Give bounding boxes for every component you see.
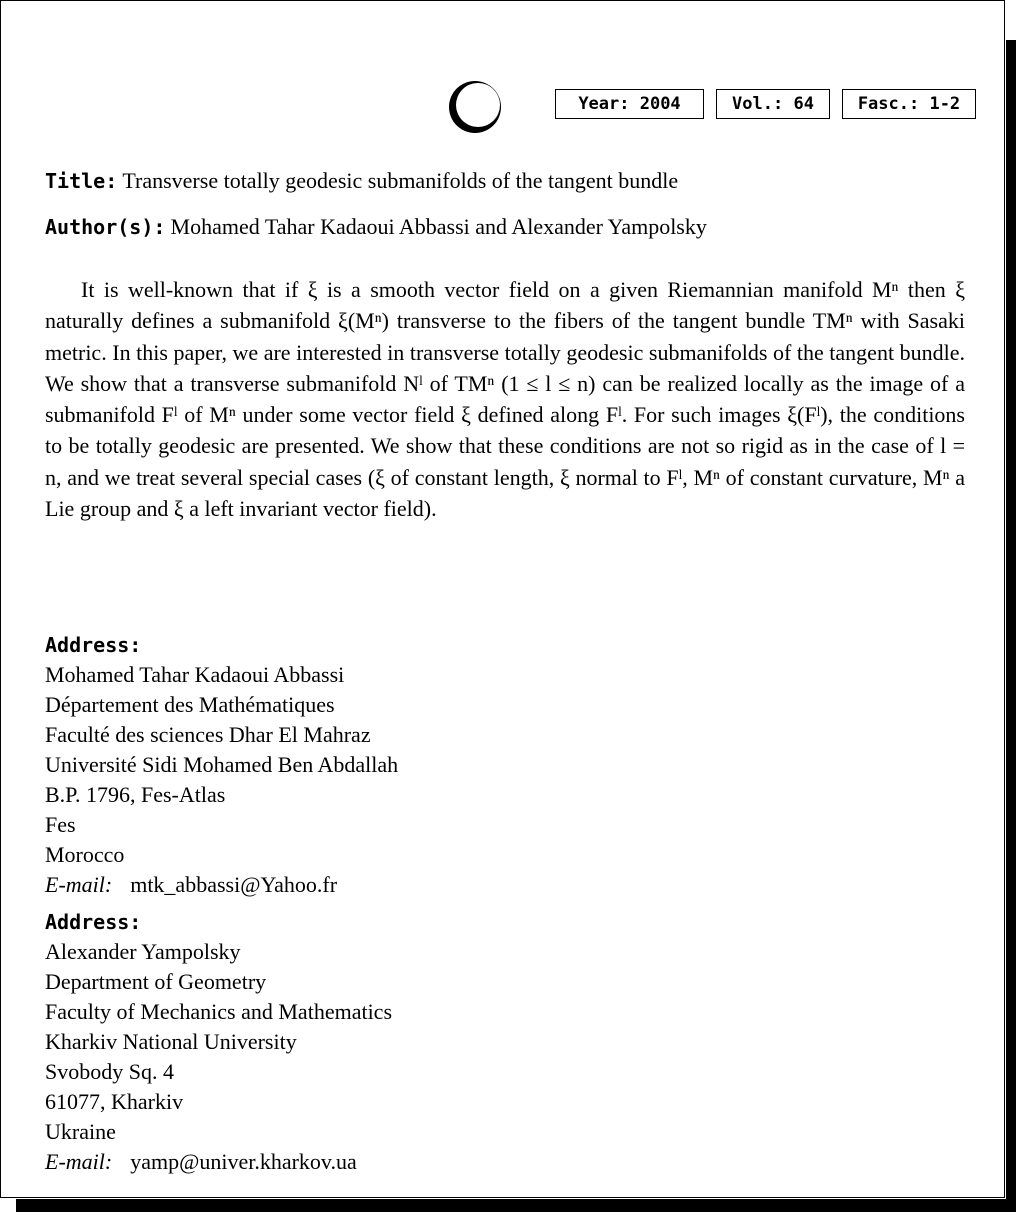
email-label: E-mail: [45, 872, 113, 897]
address-line: Department of Geometry [45, 969, 267, 994]
address-line: Mohamed Tahar Kadaoui Abbassi [45, 662, 345, 687]
email-line [45, 870, 645, 900]
address-line: Kharkiv National University [45, 1029, 297, 1054]
address-label: Address: [45, 910, 142, 934]
address-line: Fes [45, 812, 76, 837]
address-line: Université Sidi Mohamed Ben Abdallah [45, 752, 399, 777]
address-line: Svobody Sq. 4 [45, 1059, 174, 1084]
year-box: Year: 2004 [555, 89, 704, 119]
authors-value: Mohamed Tahar Kadaoui Abbassi and Alexander Yampolsky [170, 214, 707, 239]
title-value: Transverse totally geodesic submanifolds of the tangent bundle [122, 168, 679, 193]
email-address[interactable]: yamp@univer.kharkov.ua [130, 1149, 357, 1174]
volume-box: Vol.: 64 [716, 89, 830, 119]
title-label: Title: [45, 169, 118, 193]
address-line: Alexander Yampolsky [45, 939, 241, 964]
email-line [45, 1147, 645, 1177]
page-shadow-right [1006, 40, 1016, 1212]
address-line: Morocco [45, 842, 125, 867]
journal-logo-icon [447, 79, 503, 135]
address-line: Département des Mathématiques [45, 692, 335, 717]
address-line: 61077, Kharkiv [45, 1089, 184, 1114]
authors-line [45, 213, 985, 243]
address-line: Faculté des sciences Dhar El Mahraz [45, 722, 371, 747]
address-block-1 [45, 630, 645, 900]
email-address[interactable]: mtk_abbassi@Yahoo.fr [130, 872, 338, 897]
address-line: Ukraine [45, 1119, 116, 1144]
address-block-2 [45, 907, 645, 1177]
authors-label: Author(s): [45, 215, 166, 239]
title-line [45, 167, 985, 197]
page-shadow-bottom [16, 1199, 1016, 1212]
email-label: E-mail: [45, 1149, 113, 1174]
fascicle-box: Fasc.: 1-2 [842, 89, 976, 119]
address-line: B.P. 1796, Fes-Atlas [45, 782, 226, 807]
address-line: Faculty of Mechanics and Mathematics [45, 999, 393, 1024]
abstract-paragraph: It is well-known that if ξ is a smooth vector field on a given Riemannian manifold Mⁿ then ξ naturally defines a submanifold ξ(Mⁿ) transverse to the fibers of the tangent bundle TMⁿ with Sasaki metric. In this paper, we are interested in transverse totally geodesic submanifolds of the tangent bundle. We show that a transverse submanifold Nˡ of TMⁿ (1 ≤ l ≤ n) can be realized locally as the image of a submanifold Fˡ of Mⁿ under some vector field ξ defined along Fˡ. For such images ξ(Fˡ), the conditions to be totally geodesic are presented. We show that these conditions are not so rigid as in the case of l = n, and we treat several special cases (ξ of constant length, ξ normal to Fˡ, Mⁿ of constant curvature, Mⁿ a Lie group and ξ a left invariant vector field). [45, 277, 965, 522]
address-label: Address: [45, 633, 142, 657]
